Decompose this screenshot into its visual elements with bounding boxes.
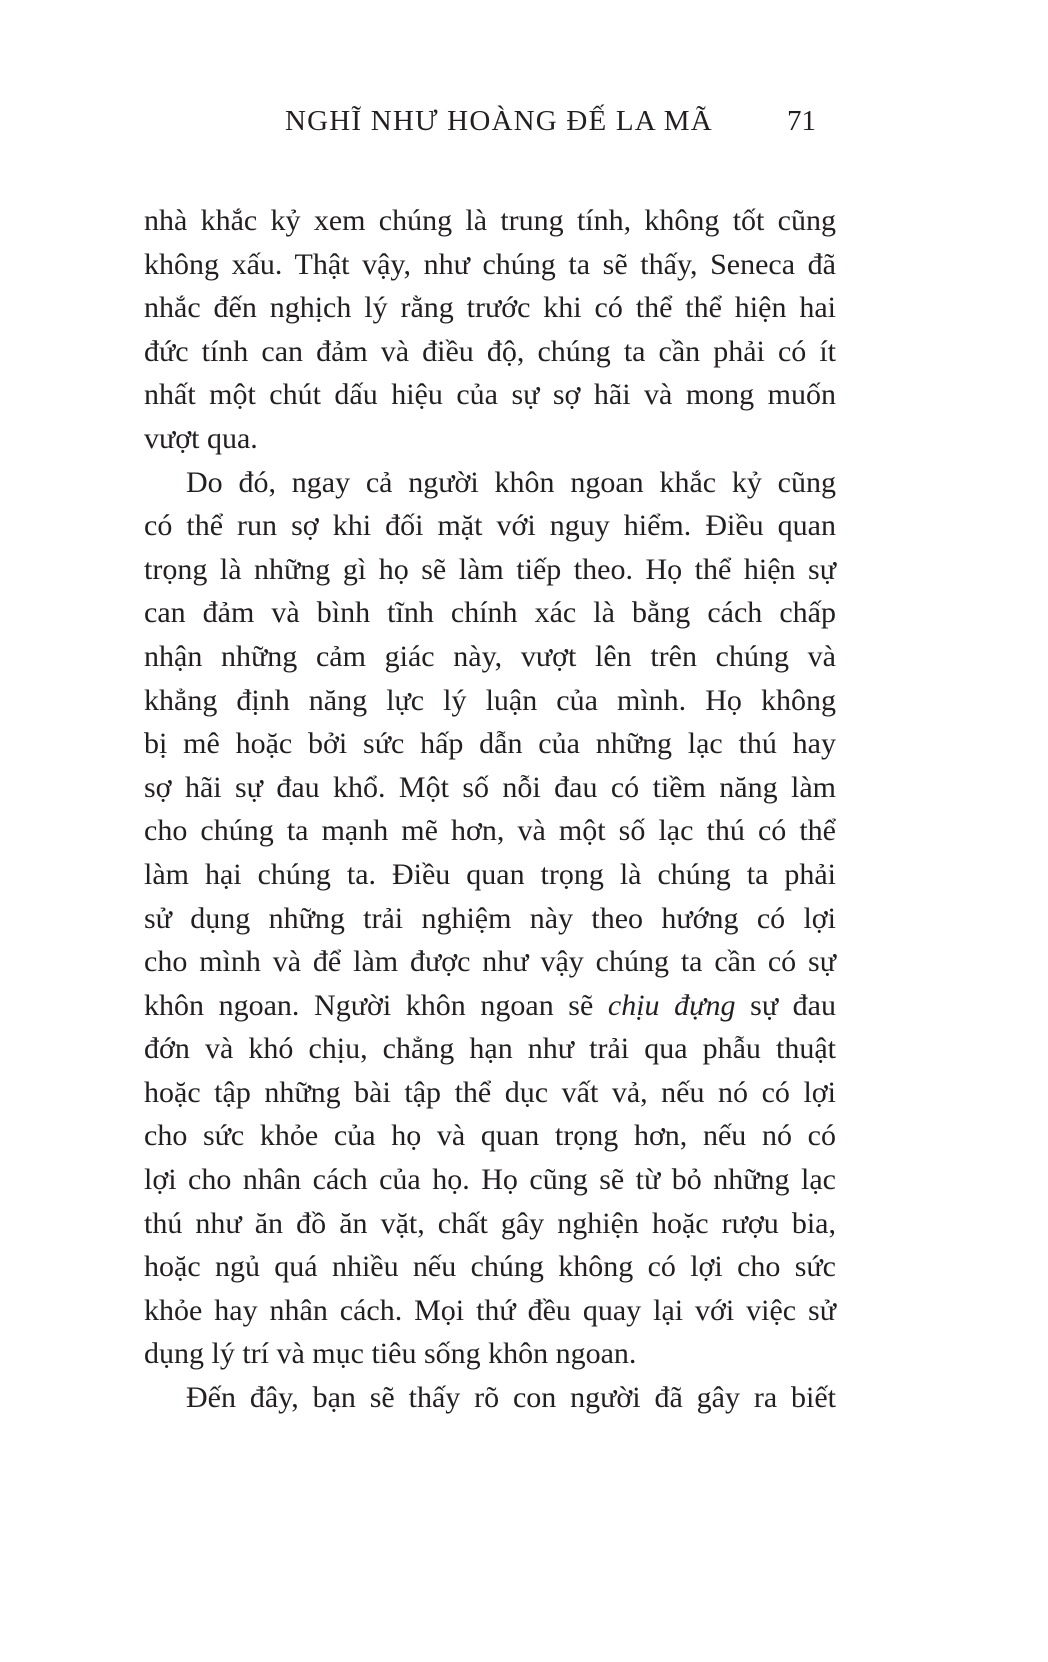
text-line: hoặc ngủ quá nhiều nếu chúng không có lợi cho sức <box>144 1250 836 1284</box>
text-line: vượt qua. <box>144 421 258 455</box>
running-header <box>0 96 1048 146</box>
text-line: lợi cho nhân cách của họ. Họ cũng sẽ từ bỏ những lạc <box>144 1163 836 1197</box>
page-number: 71 <box>787 105 816 137</box>
text-line: cho sức khỏe của họ và quan trọng hơn, nếu nó có <box>144 1119 836 1153</box>
text-line: thú như ăn đồ ăn vặt, chất gây nghiện hoặc rượu bia, <box>144 1206 836 1240</box>
text-segment: sự đau <box>750 988 836 1022</box>
text-line: khỏe hay nhân cách. Mọi thứ đều quay lại với việc sử <box>144 1293 836 1327</box>
text-line: cho chúng ta mạnh mẽ hơn, và một số lạc thú có thể <box>144 814 836 848</box>
text-line: Đến đây, bạn sẽ thấy rõ con người đã gây ra biết <box>186 1381 836 1415</box>
text-line: làm hại chúng ta. Điều quan trọng là chúng ta phải <box>144 857 836 891</box>
emphasized-text: chịu đựng <box>607 988 736 1022</box>
body-text <box>144 199 836 1420</box>
text-line: đức tính can đảm và điều độ, chúng ta cần phải có ít <box>144 334 836 368</box>
text-line-with-emphasis <box>144 984 836 1028</box>
text-line: Do đó, ngay cả người khôn ngoan khắc kỷ cũng <box>186 465 836 499</box>
text-line: khẳng định năng lực lý luận của mình. Họ không <box>144 683 836 717</box>
text-line: nhắc đến nghịch lý rằng trước khi có thể thể hiện hai <box>144 291 836 325</box>
text-line: nhà khắc kỷ xem chúng là trung tính, không tốt cũng <box>144 204 836 237</box>
text-line: nhất một chút dấu hiệu của sự sợ hãi và mong muốn <box>144 378 836 412</box>
running-title: NGHĨ NHƯ HOÀNG ĐẾ LA MÃ <box>285 105 713 137</box>
text-segment: khôn ngoan. Người khôn ngoan sẽ <box>144 988 594 1022</box>
text-line: bị mê hoặc bởi sức hấp dẫn của những lạc thú hay <box>144 727 836 761</box>
text-line: nhận những cảm giác này, vượt lên trên chúng và <box>144 639 836 673</box>
text-line: can đảm và bình tĩnh chính xác là bằng cách chấp <box>144 596 836 630</box>
text-line: sợ hãi sự đau khổ. Một số nỗi đau có tiềm năng làm <box>144 770 836 804</box>
text-line: cho mình và để làm được như vậy chúng ta cần có sự <box>144 945 836 979</box>
text-line: dụng lý trí và mục tiêu sống khôn ngoan. <box>144 1337 637 1371</box>
text-line: có thể run sợ khi đối mặt với nguy hiểm. Điều quan <box>144 509 836 543</box>
text-line: không xấu. Thật vậy, như chúng ta sẽ thấy, Seneca đã <box>144 247 836 281</box>
text-line: sử dụng những trải nghiệm này theo hướng có lợi <box>144 901 836 935</box>
text-line: hoặc tập những bài tập thể dục vất vả, nếu nó có lợi <box>144 1075 836 1109</box>
text-line: trọng là những gì họ sẽ làm tiếp theo. Họ thể hiện sự <box>144 552 836 586</box>
text-line: đớn và khó chịu, chẳng hạn như trải qua phẫu thuật <box>144 1032 836 1066</box>
